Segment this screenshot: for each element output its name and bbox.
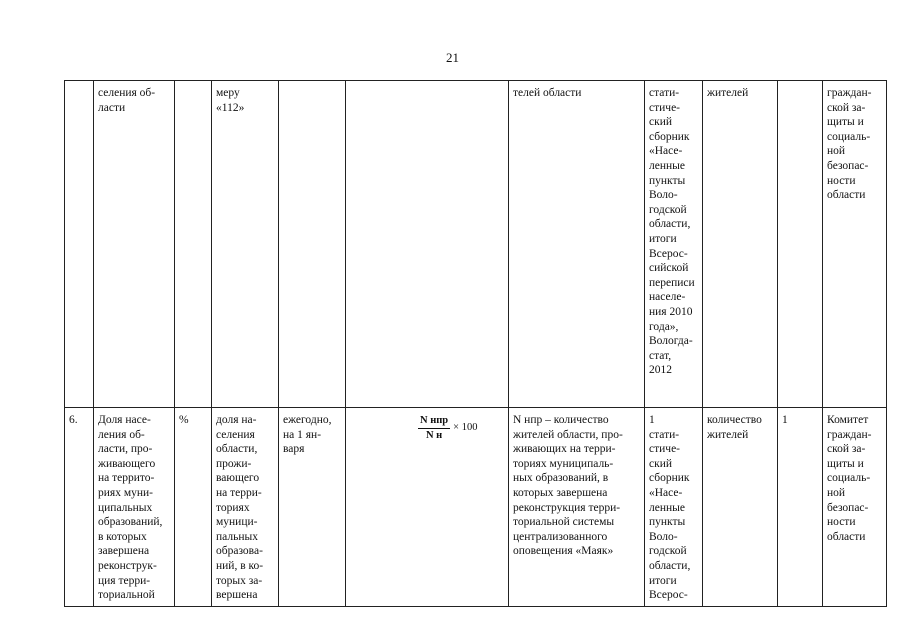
cell-indicator-name: Доля насе- ления об- ласти, про- живающего на террито- риях муни- ципальных образований, в которых завершена реконструк- ция терри- ториальной (94, 408, 175, 607)
cell-population-object: жителей (703, 81, 778, 408)
cell-unit: % (175, 408, 212, 607)
table-row (65, 81, 887, 408)
cell-source: 1 стати- стиче- ский сборник «Насе- ленные пункты Воло- годской области, итоги Всерос- (645, 408, 703, 607)
page-number: 21 (446, 50, 459, 65)
cell-indicator-name: селения об- ласти (94, 81, 175, 408)
indicator-table (64, 80, 887, 607)
cell-periodicity: ежегодно, на 1 ян- варя (279, 408, 346, 607)
cell-source: стати- стиче- ский сборник «Насе- ленные пункты Воло- годской области, итоги Всерос- сийской переписи населе- ния 2010 года», Вологда- стат, 2012 (645, 81, 703, 408)
formula-denominator: N н (425, 430, 443, 441)
cell-number: 6. (65, 408, 94, 607)
table-row (65, 408, 887, 607)
formula-numerator: N нпр (418, 415, 450, 429)
cell-method (778, 81, 823, 408)
cell-responsible: Комитет граждан- ской за- щиты и социаль- ной безопас- ности области (823, 408, 887, 607)
formula-multiplier: × 100 (453, 422, 478, 434)
cell-method: 1 (778, 408, 823, 607)
cell-formula (346, 81, 509, 408)
cell-unit (175, 81, 212, 408)
cell-periodicity (279, 81, 346, 408)
cell-formula (346, 408, 509, 607)
cell-responsible: граждан- ской за- щиты и социаль- ной безопас- ности области (823, 81, 887, 408)
cell-population-object: количество жителей (703, 408, 778, 607)
formula (418, 415, 477, 442)
cell-number (65, 81, 94, 408)
cell-definition: меру «112» (212, 81, 279, 408)
fraction (418, 415, 450, 442)
cell-variables: N нпр – количество жителей области, про- живающих на терри- ториях муниципаль- ных образований, в которых завершена реконструкция терри- ториальной системы централизованного оповещения «Маяк» (509, 408, 645, 607)
cell-definition: доля на- селения области, прожи- вающего на терри- ториях муници- пальных образова- ний, в ко- торых за- вершена (212, 408, 279, 607)
cell-variables: телей области (509, 81, 645, 408)
